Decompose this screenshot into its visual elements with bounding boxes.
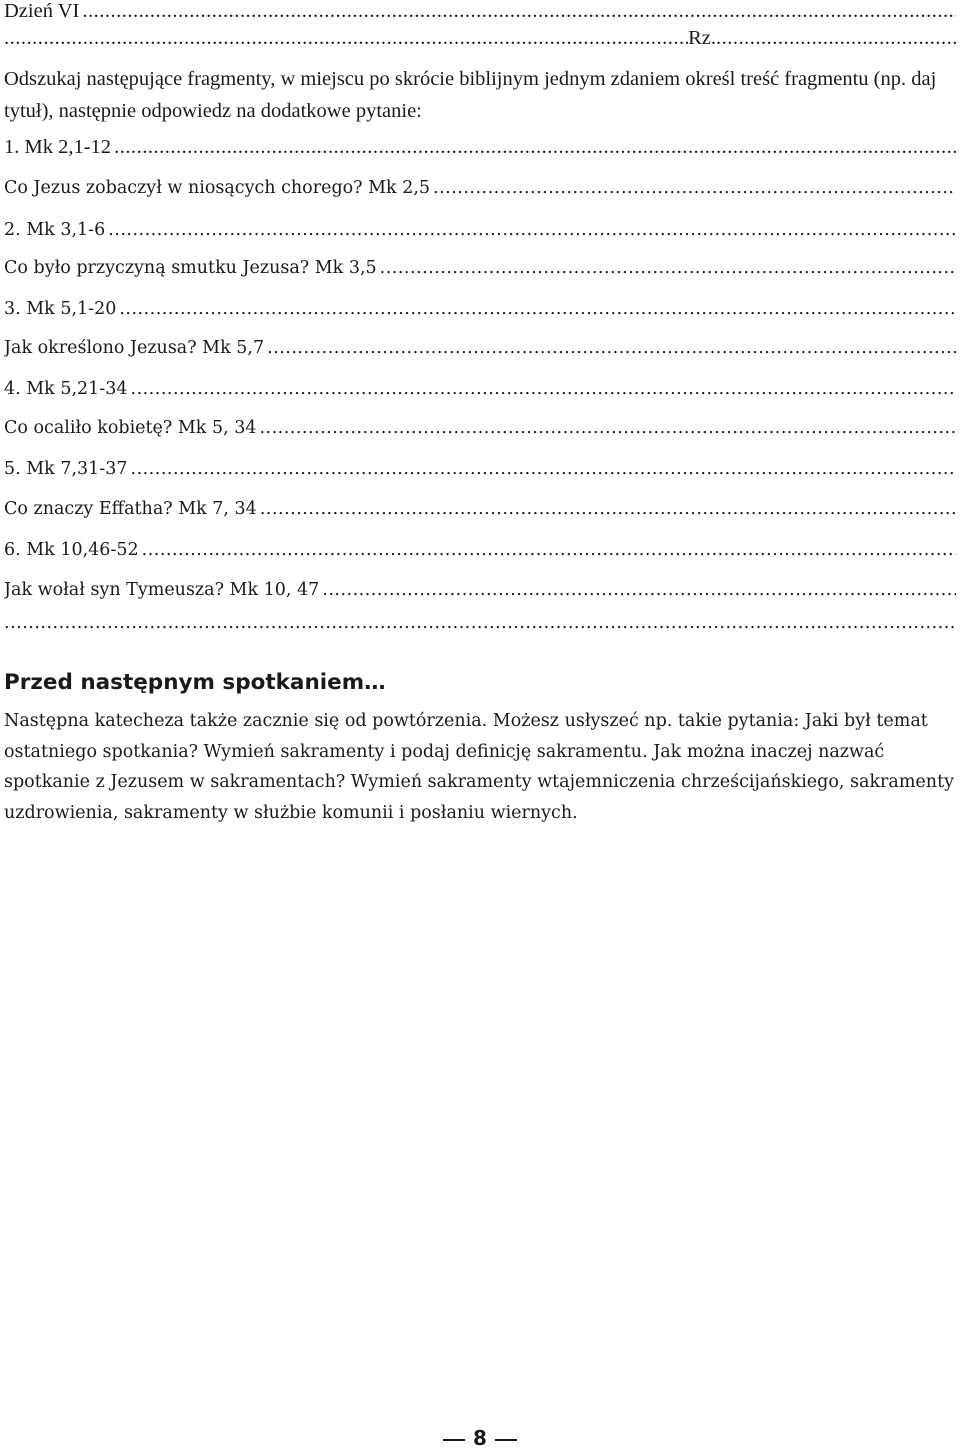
rz-answer-dots (716, 27, 956, 50)
item-5-passage-dots (131, 459, 957, 479)
item-6-extra-answer-line (4, 613, 956, 643)
day-answer-dots (82, 0, 956, 23)
item-2-passage-line (4, 220, 956, 250)
page-footer (0, 1426, 960, 1450)
item-3-passage: 3. Mk 5,1-20 (4, 299, 117, 319)
item-5-question-line (4, 499, 956, 529)
item-3-question-line (4, 338, 956, 368)
item-4-question-line (4, 418, 956, 448)
footer-dash-right (495, 1439, 517, 1441)
item-6-passage-dots (142, 540, 956, 560)
item-1-question-line (4, 178, 956, 208)
next-meeting-heading: Przed następnym spotkaniem… (4, 670, 386, 695)
item-5-passage-line (4, 459, 956, 489)
next-meeting-text: Następna katecheza także zacznie się od powtórzenia. Możesz usłyszeć np. takie pytania: Jaki był temat ostatniego spotkania? Wymień sakramenty i podaj definicję sakramentu. Jak można inaczej nazwać spotkanie z Jezusem w sakramentach? Wymień sakramenty wtajemniczenia chrześcijańskiego, sakramenty uzdrowienia, sakramenty w służbie komunii i posłaniu wiernych. (4, 711, 954, 823)
item-2-question: Co było przyczyną smutku Jezusa? Mk 3,5 (4, 258, 377, 278)
name-answer-dots (4, 27, 688, 50)
item-4-question: Co ocaliło kobietę? Mk 5, 34 (4, 418, 257, 438)
item-3-passage-dots (119, 299, 956, 319)
item-6-question-line (4, 580, 956, 610)
rz-label: Rz. (688, 27, 716, 49)
item-3-passage-line (4, 299, 956, 329)
item-6-question: Jak wołał syn Tymeusza? Mk 10, 47 (4, 580, 320, 600)
item-4-passage-line (4, 379, 956, 409)
item-5-question: Co znaczy Effatha? Mk 7, 34 (4, 499, 257, 519)
item-1-passage: 1. Mk 2,1-12 (4, 136, 112, 158)
item-5-question-dots (260, 499, 956, 519)
item-4-passage: 4. Mk 5,21-34 (4, 379, 128, 399)
item-6-question-dots (322, 580, 956, 600)
item-2-passage: 2. Mk 3,1-6 (4, 220, 106, 240)
day-label: Dzień VI (4, 0, 80, 22)
item-2-question-dots (380, 258, 956, 278)
item-4-question-dots (259, 418, 956, 438)
item-6-extra-dots (4, 613, 956, 633)
item-3-question-dots (267, 338, 956, 358)
item-1-passage-dots (114, 136, 956, 159)
item-1-passage-line (4, 136, 956, 166)
header-day-line (4, 0, 956, 30)
item-6-passage-line (4, 540, 956, 570)
item-2-passage-dots (108, 220, 956, 240)
item-5-passage: 5. Mk 7,31-37 (4, 459, 128, 479)
item-4-passage-dots (131, 379, 957, 399)
item-3-question: Jak określono Jezusa? Mk 5,7 (4, 338, 265, 358)
header-rz-line (4, 27, 956, 57)
item-6-passage: 6. Mk 10,46-52 (4, 540, 139, 560)
page-number: 8 (473, 1426, 487, 1450)
footer-dash-left (443, 1439, 465, 1441)
item-1-question-dots (433, 178, 956, 198)
instruction-text: Odszukaj następujące fragmenty, w miejscu po skrócie biblijnym jednym zdaniem określ treść fragmentu (np. daj tytuł), następnie odpowiedz na dodatkowe pytanie: (4, 68, 937, 122)
item-1-question: Co Jezus zobaczył w niosących chorego? Mk 2,5 (4, 178, 431, 198)
item-2-question-line (4, 258, 956, 288)
